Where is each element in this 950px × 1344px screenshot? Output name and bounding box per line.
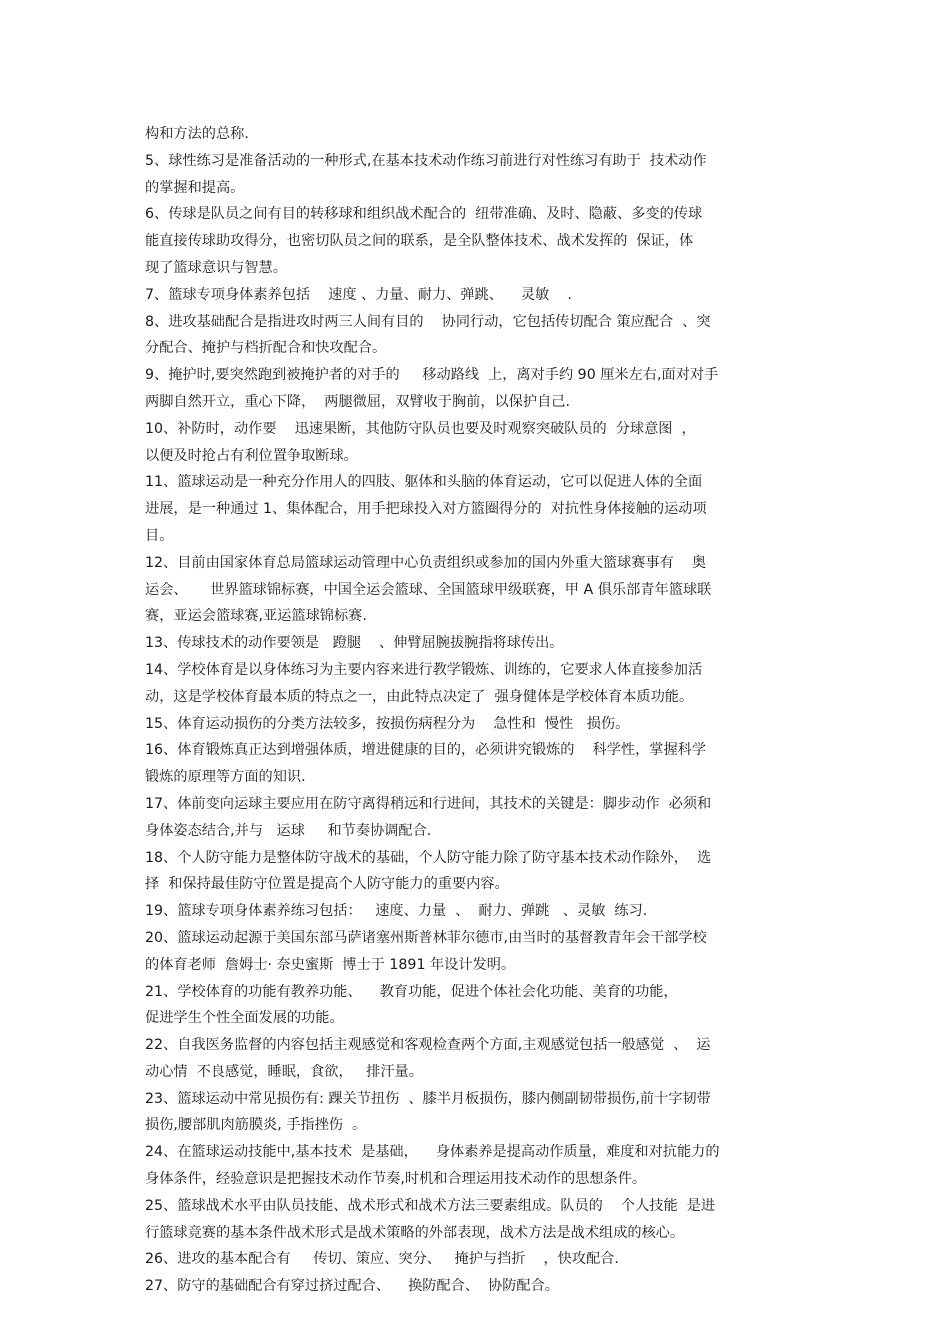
text-line: 20、篮球运动起源于美国东部马萨诸塞州斯普林菲尔德市,由当时的基督教青年会干部学校	[145, 929, 707, 946]
text-line: 21、学校体育的功能有教养功能、 教育功能，促进个体社会化功能、美育的功能，	[145, 983, 678, 1000]
text-line: 的体育老师 詹姆士· 奈史蜜斯 博士于 1891 年设计发明。	[145, 956, 516, 973]
text-line: 择 和保持最佳防守位置是提高个人防守能力的重要内容。	[145, 876, 509, 893]
text-line: 26、进攻的基本配合有 传切、策应、突分、 掩护与挡折 ，快攻配合.	[145, 1251, 619, 1268]
text-line: 8、进攻基础配合是指进攻时两三人间有目的 协同行动，它包括传切配合 策应配合 、突	[145, 313, 711, 330]
text-line: 以便及时抢占有利位置争取断球。	[145, 447, 358, 464]
text-line: 13、传球技术的动作要领是 蹬腿 、伸臂屈腕拔腕指将球传出。	[145, 635, 564, 652]
text-line: 16、体育锻炼真正达到增强体质，增进健康的目的，必须讲究锻炼的 科学性，掌握科学	[145, 742, 707, 759]
text-line: 促进学生个性全面发展的功能。	[145, 1010, 344, 1027]
text-line: 能直接传球助攻得分，也密切队员之间的联系，是全队整体技术、战术发挥的 保证，体	[145, 233, 694, 250]
text-line: 身体姿态结合,并与 运球 和节奏协调配合.	[145, 822, 432, 839]
text-line: 身体条件，经验意识是把握技术动作节奏,时机和合理运用技术动作的思想条件。	[145, 1171, 647, 1188]
text-line: 进展，是一种通过 1、集体配合，用手把球投入对方篮圈得分的 对抗性身体接触的运动项	[145, 501, 707, 518]
text-line: 23、篮球运动中常见损伤有: 踝关节扭伤 、膝半月板损伤，膝内侧副韧带损伤,前十字韧带	[145, 1090, 711, 1107]
text-line: 动心情 不良感觉，睡眠，食欲， 排汗量。	[145, 1063, 423, 1080]
text-line: 18、个人防守能力是整体防守战术的基础，个人防守能力除了防守基本技术动作除外， 选	[145, 849, 712, 866]
text-line: 12、目前由国家体育总局篮球运动管理中心负责组织或参加的国内外重大篮球赛事有 奥	[145, 554, 707, 571]
text-line: 22、自我医务监督的内容包括主观感觉和客观检查两个方面,主观感觉包括一般感觉 、 运	[145, 1037, 711, 1054]
text-line: 11、篮球运动是一种充分作用人的四肢、躯体和头脑的体育运动，它可以促进人体的全面	[145, 474, 703, 491]
text-line: 6、传球是队员之间有目的转移球和组织战术配合的 纽带准确、及时、隐蔽、多变的传球	[145, 206, 703, 223]
text-line: 动，这是学校体育最本质的特点之一，由此特点决定了 强身健体是学校体育本质功能。	[145, 688, 694, 705]
text-line: 损伤,腰部肌肉筋膜炎, 手指挫伤 。	[145, 1117, 367, 1134]
text-line: 14、学校体育是以身体练习为主要内容来进行教学锻炼、训练的，它要求人体直接参加活	[145, 661, 703, 678]
text-line: 锻炼的原理等方面的知识.	[145, 769, 306, 786]
text-line: 5、球性练习是准备活动的一种形式,在基本技术动作练习前进行对性练习有助于 技术动作	[145, 152, 707, 169]
text-line: 19、篮球专项身体素养练习包括： 速度、力量 、 耐力、弹跳 、灵敏 练习.	[145, 903, 648, 920]
text-line: 目。	[145, 527, 174, 544]
text-line: 构和方法的总称.	[145, 126, 249, 142]
text-line: 17、体前变向运球主要应用在防守离得稍远和行进间，其技术的关键是：脚步动作 必须和	[145, 795, 712, 812]
text-line: 的掌握和提高。	[145, 179, 245, 196]
text-line: 赛，亚运会篮球赛,亚运篮球锦标赛.	[145, 608, 367, 625]
text-line: 行篮球竞赛的基本条件战术形式是战术策略的外部表现，战术方法是战术组成的核心。	[145, 1224, 685, 1241]
text-line: 15、体育运动损伤的分类方法较多，按损伤病程分为 急性和 慢性 损伤。	[145, 715, 630, 732]
text-line: 运会、 世界篮球锦标赛，中国全运会篮球、全国篮球甲级联赛，甲 A 俱乐部青年篮球联	[145, 581, 712, 598]
text-line: 24、在篮球运动技能中,基本技术 是基础， 身体素养是提高动作质量，难度和对抗能力的	[145, 1144, 720, 1161]
text-line: 现了篮球意识与智慧。	[145, 259, 287, 276]
document-body	[145, 121, 810, 1300]
text-line: 分配合、掩护与档折配合和快攻配合。	[145, 340, 387, 357]
text-line: 27、防守的基础配合有穿过挤过配合、 换防配合、 协防配合。	[145, 1278, 559, 1295]
text-line: 两脚自然开立，重心下降， 两腿微屈，双臂收于胸前，以保护自己.	[145, 393, 570, 410]
text-line: 25、篮球战术水平由队员技能、战术形式和战术方法三要素组成。队员的 个人技能 是进	[145, 1197, 716, 1214]
text-line: 7、篮球专项身体素养包括 速度 、力量、耐力、弹跳、 灵敏 .	[145, 286, 572, 303]
text-line: 10、补防时，动作要 迅速果断，其他防守队员也要及时观察突破队员的 分球意图 ，	[145, 420, 696, 437]
text-line: 9、掩护时,要突然跑到被掩护者的对手的 移动路线 上，离对手约 90 厘米左右,面对对手	[145, 367, 719, 384]
